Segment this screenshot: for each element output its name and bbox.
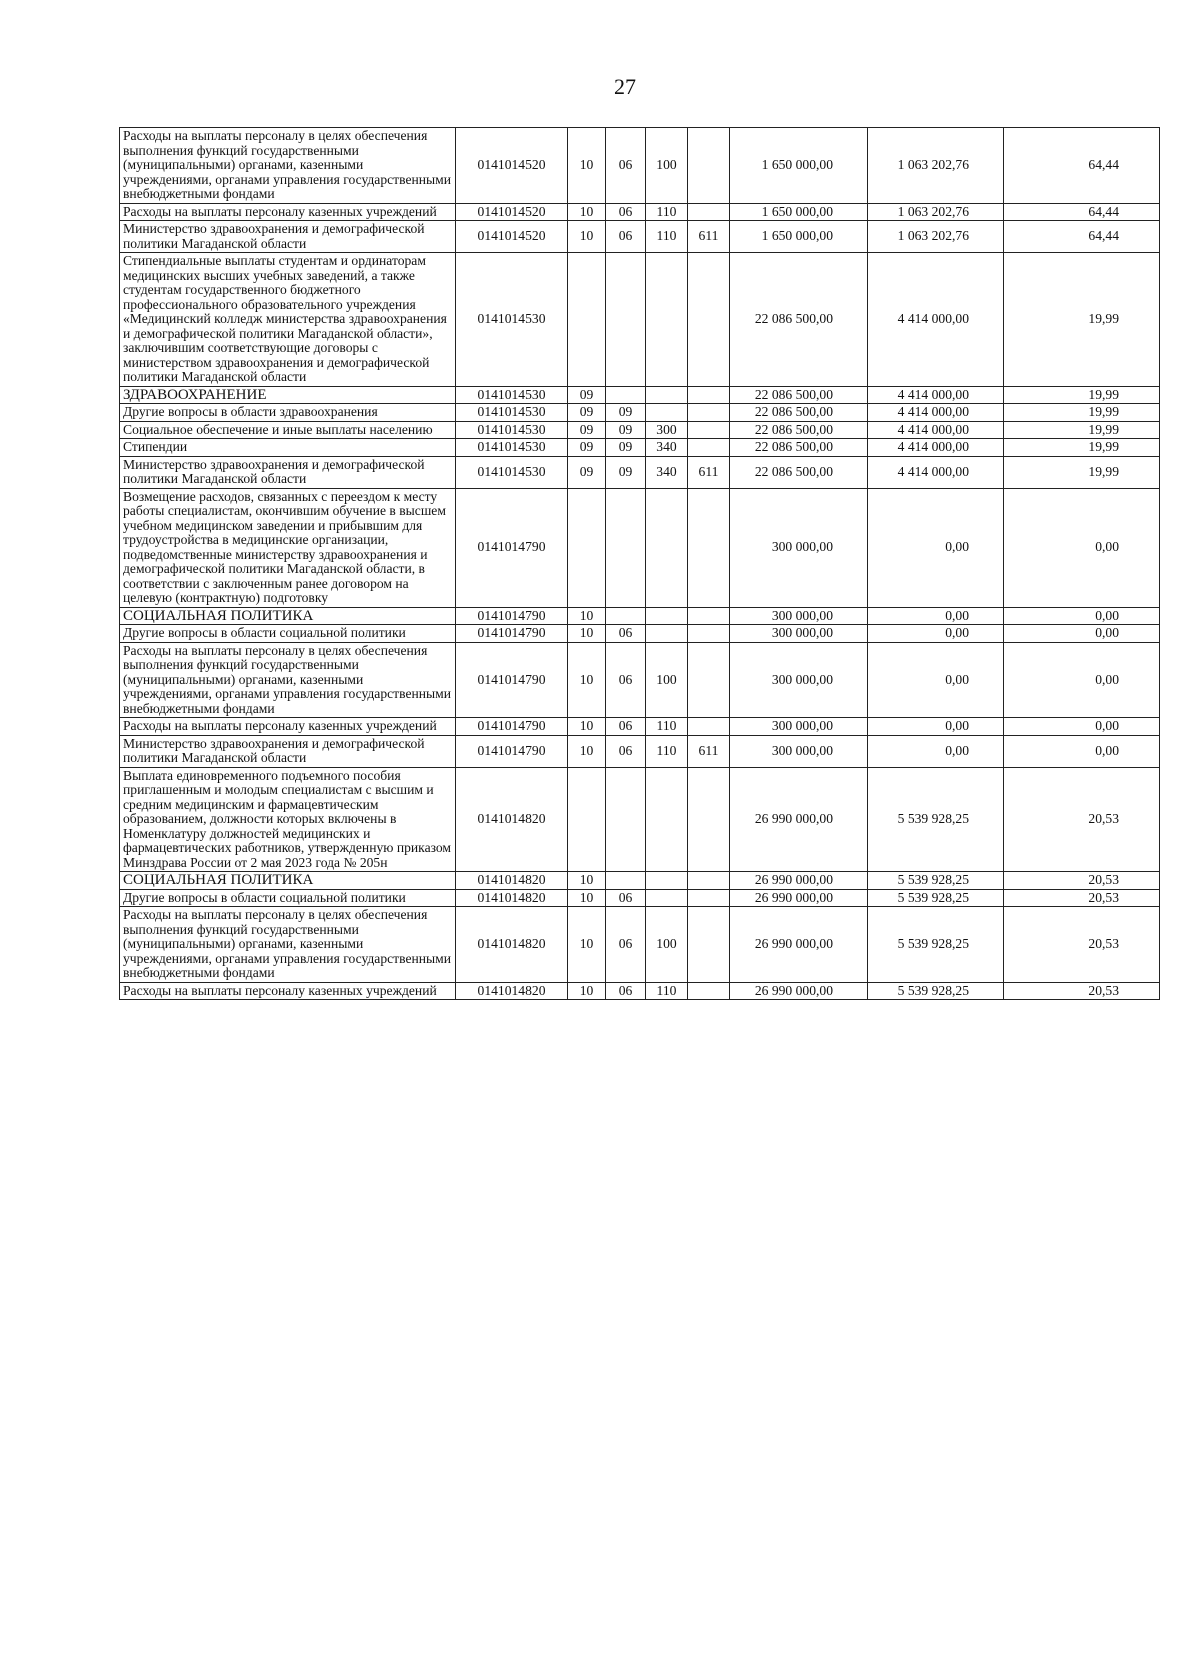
cell-planned: 22 086 500,00 [730, 456, 868, 488]
cell-planned: 22 086 500,00 [730, 404, 868, 422]
cell-section: 10 [568, 907, 606, 983]
cell-target-article: 0141014820 [456, 872, 568, 890]
cell-subsection: 06 [606, 642, 646, 718]
cell-executed: 0,00 [868, 735, 1004, 767]
cell-expense-type: 100 [646, 907, 688, 983]
table-row [120, 907, 1160, 983]
cell-administrator [688, 718, 730, 736]
cell-section [568, 488, 606, 607]
cell-target-article: 0141014790 [456, 642, 568, 718]
cell-name: Другие вопросы в области социальной политики [120, 889, 456, 907]
cell-planned: 26 990 000,00 [730, 872, 868, 890]
cell-percent: 0,00 [1004, 718, 1160, 736]
table-row [120, 889, 1160, 907]
table-row [120, 128, 1160, 204]
cell-executed: 0,00 [868, 488, 1004, 607]
cell-subsection [606, 488, 646, 607]
cell-name: Расходы на выплаты персоналу казенных учреждений [120, 982, 456, 1000]
cell-target-article: 0141014520 [456, 203, 568, 221]
cell-target-article: 0141014820 [456, 907, 568, 983]
table-row [120, 718, 1160, 736]
cell-planned: 300 000,00 [730, 718, 868, 736]
cell-target-article: 0141014520 [456, 128, 568, 204]
cell-subsection: 06 [606, 718, 646, 736]
cell-administrator [688, 404, 730, 422]
cell-administrator [688, 889, 730, 907]
table-row [120, 456, 1160, 488]
cell-administrator: 611 [688, 221, 730, 253]
cell-subsection [606, 767, 646, 872]
cell-expense-type [646, 625, 688, 643]
cell-expense-type: 110 [646, 735, 688, 767]
cell-administrator [688, 907, 730, 983]
cell-administrator [688, 128, 730, 204]
table-row [120, 625, 1160, 643]
cell-administrator [688, 767, 730, 872]
cell-executed: 0,00 [868, 625, 1004, 643]
cell-percent: 19,99 [1004, 421, 1160, 439]
cell-planned: 26 990 000,00 [730, 907, 868, 983]
cell-planned: 26 990 000,00 [730, 767, 868, 872]
cell-expense-type: 340 [646, 439, 688, 457]
cell-subsection: 06 [606, 625, 646, 643]
cell-name: Расходы на выплаты персоналу в целях обеспечения выполнения функций государственными (муниципальными) органами, казенными учреждениями, органами управления государственными внебюджетными фондами [120, 642, 456, 718]
cell-target-article: 0141014530 [456, 456, 568, 488]
cell-name: Расходы на выплаты персоналу в целях обеспечения выполнения функций государственными (муниципальными) органами, казенными учреждениями, органами управления государственными внебюджетными фондами [120, 907, 456, 983]
cell-planned: 300 000,00 [730, 607, 868, 625]
cell-section [568, 253, 606, 387]
table-body [120, 128, 1160, 1000]
cell-subsection: 06 [606, 203, 646, 221]
table-row [120, 767, 1160, 872]
cell-percent: 0,00 [1004, 625, 1160, 643]
table-row [120, 488, 1160, 607]
cell-expense-type [646, 386, 688, 404]
cell-section: 10 [568, 221, 606, 253]
cell-name: Расходы на выплаты персоналу казенных учреждений [120, 718, 456, 736]
cell-name: СОЦИАЛЬНАЯ ПОЛИТИКА [120, 872, 456, 890]
cell-executed: 0,00 [868, 607, 1004, 625]
cell-administrator [688, 607, 730, 625]
cell-executed: 4 414 000,00 [868, 386, 1004, 404]
cell-section: 10 [568, 735, 606, 767]
cell-section: 10 [568, 642, 606, 718]
cell-percent: 19,99 [1004, 386, 1160, 404]
cell-planned: 1 650 000,00 [730, 128, 868, 204]
table-row [120, 386, 1160, 404]
cell-target-article: 0141014530 [456, 404, 568, 422]
cell-expense-type [646, 607, 688, 625]
cell-subsection: 09 [606, 421, 646, 439]
cell-planned: 300 000,00 [730, 735, 868, 767]
cell-name: Другие вопросы в области здравоохранения [120, 404, 456, 422]
cell-planned: 22 086 500,00 [730, 439, 868, 457]
cell-expense-type: 340 [646, 456, 688, 488]
cell-administrator [688, 872, 730, 890]
cell-administrator [688, 642, 730, 718]
cell-section: 09 [568, 439, 606, 457]
table-row [120, 404, 1160, 422]
cell-percent: 64,44 [1004, 128, 1160, 204]
cell-subsection: 06 [606, 221, 646, 253]
cell-administrator [688, 421, 730, 439]
cell-percent: 19,99 [1004, 456, 1160, 488]
cell-percent: 20,53 [1004, 767, 1160, 872]
table-row [120, 203, 1160, 221]
cell-section: 10 [568, 203, 606, 221]
cell-expense-type [646, 889, 688, 907]
cell-executed: 4 414 000,00 [868, 253, 1004, 387]
cell-name: Социальное обеспечение и иные выплаты населению [120, 421, 456, 439]
budget-table [119, 127, 1160, 1000]
cell-percent: 64,44 [1004, 221, 1160, 253]
cell-target-article: 0141014520 [456, 221, 568, 253]
cell-executed: 4 414 000,00 [868, 456, 1004, 488]
cell-planned: 26 990 000,00 [730, 982, 868, 1000]
cell-target-article: 0141014820 [456, 982, 568, 1000]
cell-percent: 20,53 [1004, 907, 1160, 983]
cell-administrator [688, 982, 730, 1000]
cell-planned: 300 000,00 [730, 642, 868, 718]
cell-section: 10 [568, 889, 606, 907]
cell-target-article: 0141014790 [456, 735, 568, 767]
cell-target-article: 0141014820 [456, 889, 568, 907]
cell-section: 10 [568, 718, 606, 736]
cell-executed: 5 539 928,25 [868, 889, 1004, 907]
cell-subsection: 09 [606, 439, 646, 457]
cell-subsection: 06 [606, 735, 646, 767]
cell-planned: 300 000,00 [730, 625, 868, 643]
cell-target-article: 0141014790 [456, 488, 568, 607]
cell-administrator [688, 625, 730, 643]
cell-planned: 1 650 000,00 [730, 203, 868, 221]
cell-subsection [606, 872, 646, 890]
cell-section: 09 [568, 421, 606, 439]
cell-executed: 0,00 [868, 718, 1004, 736]
cell-section: 10 [568, 872, 606, 890]
table-row [120, 607, 1160, 625]
cell-administrator [688, 488, 730, 607]
cell-name: Стипендиальные выплаты студентам и ординаторам медицинских высших учебных заведений, а также студентам государственного бюджетного профессионального образовательного учреждения «Медицинский колледж министерства здравоохранения и демографической политики Магаданской области», заключившим соответствующие договоры с министерством здравоохранения и демографической политики Магаданской области [120, 253, 456, 387]
cell-subsection: 06 [606, 907, 646, 983]
cell-section: 10 [568, 607, 606, 625]
cell-executed: 4 414 000,00 [868, 421, 1004, 439]
cell-name: ЗДРАВООХРАНЕНИЕ [120, 386, 456, 404]
cell-percent: 20,53 [1004, 889, 1160, 907]
cell-administrator: 611 [688, 456, 730, 488]
cell-target-article: 0141014790 [456, 607, 568, 625]
cell-subsection: 09 [606, 456, 646, 488]
table-row [120, 253, 1160, 387]
cell-section: 09 [568, 386, 606, 404]
table-row [120, 221, 1160, 253]
cell-executed: 4 414 000,00 [868, 439, 1004, 457]
cell-planned: 22 086 500,00 [730, 421, 868, 439]
cell-subsection: 09 [606, 404, 646, 422]
cell-target-article: 0141014530 [456, 421, 568, 439]
cell-percent: 20,53 [1004, 982, 1160, 1000]
cell-subsection: 06 [606, 128, 646, 204]
cell-section: 09 [568, 456, 606, 488]
table-row [120, 642, 1160, 718]
cell-expense-type: 100 [646, 642, 688, 718]
cell-planned: 26 990 000,00 [730, 889, 868, 907]
cell-executed: 1 063 202,76 [868, 221, 1004, 253]
cell-expense-type [646, 767, 688, 872]
cell-subsection: 06 [606, 982, 646, 1000]
cell-executed: 0,00 [868, 642, 1004, 718]
cell-planned: 1 650 000,00 [730, 221, 868, 253]
cell-subsection [606, 607, 646, 625]
cell-administrator [688, 203, 730, 221]
cell-percent: 0,00 [1004, 642, 1160, 718]
cell-administrator: 611 [688, 735, 730, 767]
cell-expense-type: 110 [646, 982, 688, 1000]
cell-name: Стипендии [120, 439, 456, 457]
cell-expense-type: 110 [646, 203, 688, 221]
cell-expense-type: 110 [646, 221, 688, 253]
cell-subsection [606, 386, 646, 404]
cell-name: Министерство здравоохранения и демографической политики Магаданской области [120, 221, 456, 253]
cell-name: Министерство здравоохранения и демографической политики Магаданской области [120, 456, 456, 488]
cell-target-article: 0141014790 [456, 718, 568, 736]
cell-target-article: 0141014530 [456, 386, 568, 404]
cell-target-article: 0141014820 [456, 767, 568, 872]
cell-name: Возмещение расходов, связанных с переездом к месту работы специалистам, окончившим обучение в высшем учебном медицинском заведении и прибывшим для трудоустройства в медицинские организации, подведомственные министерству здравоохранения и демографической политики Магаданской области, в соответствии с заключенным ранее договором на целевую (контрактную) подготовку [120, 488, 456, 607]
cell-name: СОЦИАЛЬНАЯ ПОЛИТИКА [120, 607, 456, 625]
cell-planned: 300 000,00 [730, 488, 868, 607]
cell-planned: 22 086 500,00 [730, 253, 868, 387]
cell-percent: 19,99 [1004, 439, 1160, 457]
table-row [120, 872, 1160, 890]
cell-administrator [688, 439, 730, 457]
cell-executed: 5 539 928,25 [868, 982, 1004, 1000]
cell-percent: 0,00 [1004, 488, 1160, 607]
cell-name: Министерство здравоохранения и демографической политики Магаданской области [120, 735, 456, 767]
cell-name: Другие вопросы в области социальной политики [120, 625, 456, 643]
cell-expense-type: 110 [646, 718, 688, 736]
cell-name: Расходы на выплаты персоналу в целях обеспечения выполнения функций государственными (муниципальными) органами, казенными учреждениями, органами управления государственными внебюджетными фондами [120, 128, 456, 204]
table-row [120, 735, 1160, 767]
cell-percent: 19,99 [1004, 253, 1160, 387]
cell-percent: 19,99 [1004, 404, 1160, 422]
cell-target-article: 0141014790 [456, 625, 568, 643]
cell-target-article: 0141014530 [456, 253, 568, 387]
cell-percent: 0,00 [1004, 735, 1160, 767]
cell-section [568, 767, 606, 872]
cell-expense-type [646, 488, 688, 607]
cell-expense-type: 100 [646, 128, 688, 204]
cell-executed: 1 063 202,76 [868, 203, 1004, 221]
cell-subsection [606, 253, 646, 387]
cell-name: Расходы на выплаты персоналу казенных учреждений [120, 203, 456, 221]
table-row [120, 439, 1160, 457]
cell-percent: 20,53 [1004, 872, 1160, 890]
page-number: 27 [614, 74, 636, 99]
cell-expense-type: 300 [646, 421, 688, 439]
cell-planned: 22 086 500,00 [730, 386, 868, 404]
cell-target-article: 0141014530 [456, 439, 568, 457]
cell-name: Выплата единовременного подъемного пособия приглашенным и молодым специалистам с высшим и средним медицинским и фармацевтическим образованием, должности которых включены в Номенклатуру должностей медицинских и фармацевтических работников, утвержденную приказом Минздрава России от 2 мая 2023 года № 205н [120, 767, 456, 872]
cell-executed: 4 414 000,00 [868, 404, 1004, 422]
cell-executed: 5 539 928,25 [868, 872, 1004, 890]
cell-expense-type [646, 253, 688, 387]
cell-expense-type [646, 404, 688, 422]
table-row [120, 982, 1160, 1000]
cell-executed: 1 063 202,76 [868, 128, 1004, 204]
cell-percent: 64,44 [1004, 203, 1160, 221]
cell-administrator [688, 253, 730, 387]
cell-administrator [688, 386, 730, 404]
cell-percent: 0,00 [1004, 607, 1160, 625]
cell-section: 09 [568, 404, 606, 422]
cell-executed: 5 539 928,25 [868, 767, 1004, 872]
cell-section: 10 [568, 128, 606, 204]
cell-section: 10 [568, 625, 606, 643]
table-row [120, 421, 1160, 439]
cell-subsection: 06 [606, 889, 646, 907]
cell-section: 10 [568, 982, 606, 1000]
cell-expense-type [646, 872, 688, 890]
cell-executed: 5 539 928,25 [868, 907, 1004, 983]
